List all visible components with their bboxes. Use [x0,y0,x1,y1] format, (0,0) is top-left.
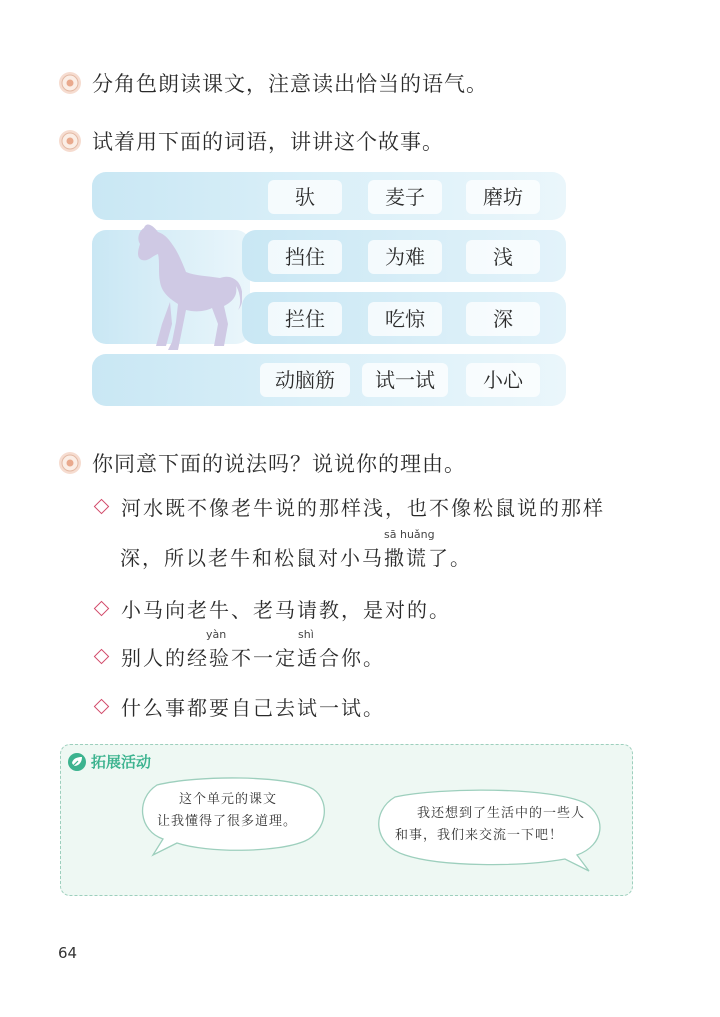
vocab-word: 浅 [466,240,540,274]
vocab-word: 磨坊 [466,180,540,214]
vocab-word: 吃惊 [368,302,442,336]
diamond-bullet-icon [94,499,110,515]
bubble-right-line-2: 和事，我们来交流一下吧！ [395,828,564,843]
flower-bullet-icon [58,129,82,153]
vocab-word: 为难 [368,240,442,274]
pinyin-annotation: shì [298,628,314,641]
horse-silhouette-icon [122,220,242,354]
vocab-word: 拦住 [268,302,342,336]
pinyin-annotation: sā huǎng [384,528,435,541]
question-3-text: 你同意下面的说法吗？说说你的理由。 [92,452,466,476]
flower-bullet-icon [58,71,82,95]
vocab-word: 小心 [466,363,540,397]
question-2-text: 试着用下面的词语，讲讲这个故事。 [92,130,444,154]
flower-bullet-icon [58,451,82,475]
bubble-right-line-1: 我还想到了生活中的一些人 [417,806,586,821]
opinion-item-3-text: 别人的经验不一定适合你。 [121,646,385,670]
bubble-left-line-2: 让我懂得了很多道理。 [157,814,298,829]
page-number: 64 [58,944,78,962]
vocab-word: 麦子 [368,180,442,214]
opinion-item-4-text: 什么事都要自己去试一试。 [121,696,385,720]
pinyin-annotation: yàn [206,628,227,641]
extension-activity-box [60,744,633,896]
question-3 [58,448,466,478]
opinion-item-1-line-1: 河水既不像老牛说的那样浅，也不像松鼠说的那样 [121,496,605,520]
vocab-word: 驮 [268,180,342,214]
opinion-item-2-text: 小马向老牛、老马请教，是对的。 [121,598,451,622]
activity-title: 拓展活动 [91,753,152,771]
opinion-item-1-line-2: 深，所以老牛和松鼠对小马撒谎了。 [120,546,472,570]
opinion-item-1 [92,492,605,521]
bubble-left-text [157,789,297,833]
question-2 [58,126,444,156]
vocab-word: 深 [466,302,540,336]
opinion-item-2 [92,594,451,623]
diamond-bullet-icon [94,649,110,665]
bubble-left-line-1: 这个单元的课文 [179,792,278,807]
activity-header [67,751,151,772]
vocab-word: 动脑筋 [260,363,350,397]
vocab-word: 试一试 [362,363,448,397]
opinion-item-4 [92,692,385,721]
question-1-text: 分角色朗读课文，注意读出恰当的语气。 [92,72,488,96]
bubble-right-text [395,803,585,847]
diamond-bullet-icon [94,699,110,715]
vocabulary-box [92,168,570,408]
question-1 [58,68,488,98]
vocab-word: 挡住 [268,240,342,274]
leaf-badge-icon [67,752,87,772]
diamond-bullet-icon [94,601,110,617]
opinion-item-3 [92,642,385,671]
